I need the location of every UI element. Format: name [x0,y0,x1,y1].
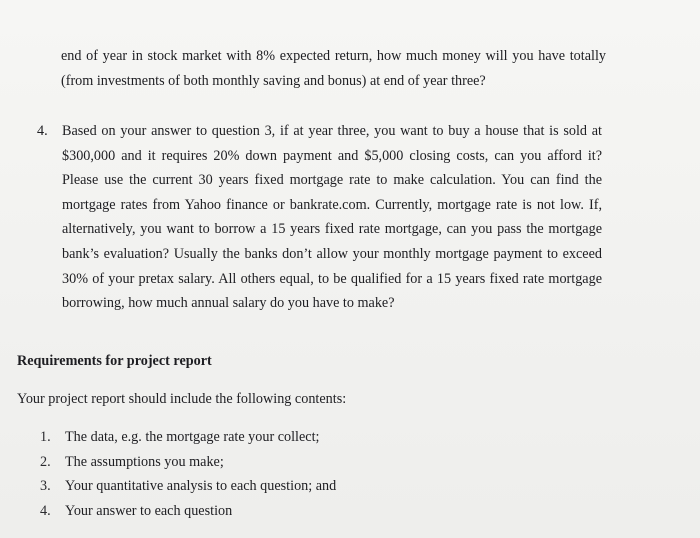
requirements-list [40,425,336,523]
list-item-number: 2. [40,453,51,470]
list-item [40,450,336,475]
list-item-number: 3. [40,478,51,494]
list-item-text: Your quantitative analysis to each question; and [65,478,337,494]
list-item-text: The data, e.g. the mortgage rate your collect; [65,429,320,445]
list-item-text: Your answer to each question [65,502,233,519]
requirements-intro: Your project report should include the following contents: [17,391,347,407]
list-item-number: 1. [40,429,51,445]
list-item [40,425,336,450]
list-item-number: 4. [40,502,51,519]
question4-number: 4. [37,123,48,139]
question3-continuation: end of year in stock market with 8% expected return, how much money will you have totally (from investments of both monthly saving and bonus) at end of year three? [61,48,606,89]
list-item [40,474,336,499]
requirements-heading: Requirements for project report [17,353,212,369]
list-item [40,499,336,524]
list-item-text: The assumptions you make; [65,453,224,470]
question4-text: Based on your answer to question 3, if at year three, you want to buy a house that is sold at $300,000 and it requires 20% down payment and $5,000 closing costs, can you afford it? Please use the current 30 years fixed mortgage rate to make calculation. You can find the mortgage rates from Yahoo finance or bankrate.com. Currently, mortgage rate is not low. If, alternatively, you want to borrow a 15 years fixed rate mortgage, can you pass the mortgage bank’s evaluation? Usually the banks don’t allow your monthly mortgage payment to exceed 30% of your pretax salary. All others equal, to be qualified for a 15 years fixed rate mortgage borrowing, how much annual salary do you have to make? [62,123,602,312]
